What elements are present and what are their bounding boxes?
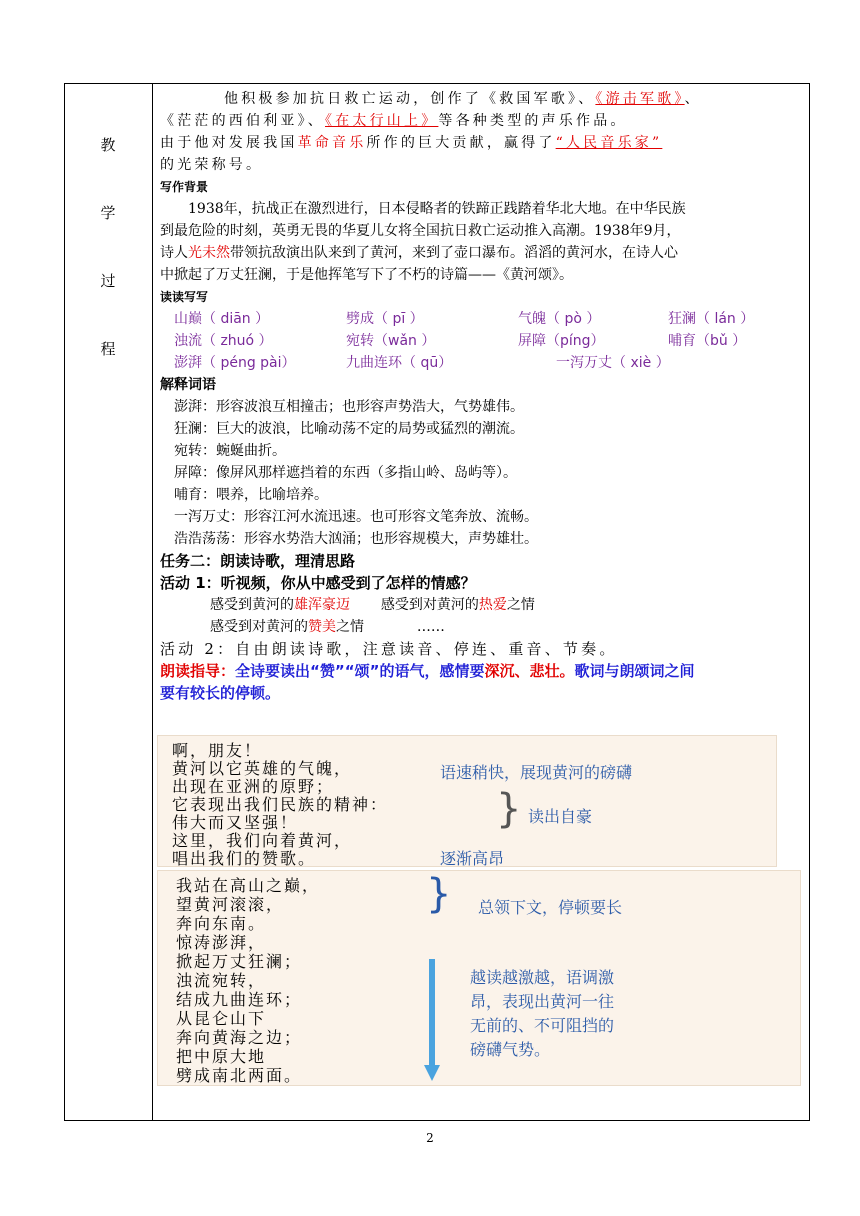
poem-line: 掀起万丈狂澜； — [176, 952, 303, 971]
vocab-row: 山巅（ diān ） 劈成（ pī ） 气魄（ pò ） 狂澜（ lán ） — [174, 311, 755, 327]
reading-guide-line-1: 朗读指导：全诗要读出“赞”“颂”的语气，感情要深沉、悲壮。歌词与朗颂词之间 — [160, 662, 695, 680]
activity1-question: 活动 1：听视频，你从中感受到了怎样的情感？ — [160, 574, 476, 592]
vocab-row: 澎湃（ péng pài） 九曲连环（ qū） 一泻万丈（ xiè ） — [174, 355, 670, 371]
intro-line-3: 由于他对发展我国革命音乐所作的巨大贡献，赢得了“人民音乐家” — [160, 135, 663, 151]
poem-image-2 — [157, 870, 801, 1086]
poem-line: 出现在亚洲的原野； — [172, 777, 335, 796]
writing-bg-line-2: 到最危险的时刻，英勇无畏的华夏儿女将全国抗日救亡运动推入高潮。1938年9月， — [160, 223, 681, 239]
poem2-note-2-line: 昂，表现出黄河一往 — [470, 992, 615, 1011]
poem-line: 我站在高山之巅， — [176, 876, 321, 895]
poem-line: 黄河以它英雄的气魄， — [172, 759, 353, 778]
reading-guide-line-2: 要有较长的停顿。 — [160, 684, 281, 702]
explain-item: 狂澜：巨大的波浪，比喻动荡不定的局势或猛烈的潮流。 — [174, 421, 524, 437]
side-label-jiao: 教 — [100, 136, 116, 154]
poem-line: 结成九曲连环； — [176, 990, 303, 1009]
content-column — [160, 88, 805, 704]
explain-item: 宛转：蜿蜒曲折。 — [174, 443, 286, 459]
intro-line-2: 《茫茫的西伯利亚》、《在太行山上》等各种类型的声乐作品。 — [160, 113, 628, 129]
explain-item: 屏障：像屏风那样遮挡着的东西（多指山岭、岛屿等）。 — [174, 465, 517, 481]
poem-line: 奔向黄海之边； — [176, 1028, 303, 1047]
poem-line: 浊流宛转， — [176, 971, 267, 990]
feeling-row-2: 感受到对黄河的赞美之情 …… — [210, 619, 445, 635]
poem1-note-3: 逐渐高昂 — [440, 849, 505, 867]
vocab-list — [160, 308, 805, 374]
poem2-note-1: 总领下文，停顿要长 — [478, 898, 623, 917]
intro-line-4: 的光荣称号。 — [160, 157, 264, 173]
poem-image-1 — [157, 735, 777, 867]
poem-line: 惊涛澎湃， — [176, 933, 267, 952]
poem-line: 它表现出我们民族的精神： — [172, 795, 389, 814]
writing-bg-line-3: 诗人光未然带领抗敌演出队来到了黄河，来到了壶口瀑布。滔滔的黄河水，在诗人心 — [160, 245, 678, 261]
poem-line: 伟大而又坚强！ — [172, 813, 299, 832]
poem1-note-1: 语速稍快，展现黄河的磅礴 — [440, 763, 633, 782]
activity2-instruction: 活动 2：自由朗读诗歌，注意读音、停连、重音、节奏。 — [160, 640, 618, 658]
writing-bg-line-4: 中掀起了万丈狂澜，于是他挥笔写下了不朽的诗篇——《黄河颂》。 — [160, 267, 573, 283]
side-column — [65, 84, 153, 1120]
explain-item: 哺育：喂养，比喻培养。 — [174, 487, 328, 503]
brace-icon: } — [496, 786, 522, 832]
explain-item: 一泻万丈：形容江河水流迅速。也可形容文笔奔放、流畅。 — [174, 509, 538, 525]
poem-line: 啊，朋友！ — [172, 741, 263, 760]
poem-line: 把中原大地 — [176, 1047, 267, 1066]
side-label-guo: 过 — [100, 272, 116, 290]
explain-item: 浩浩荡荡：形容水势浩大汹涌；也形容规模大，声势雄壮。 — [174, 531, 538, 547]
intro-line-1: 他积极参加抗日救亡运动，创作了《救国军歌》、《游击军歌》、 — [224, 91, 702, 107]
poem2-note-2-line: 无前的、不可阻挡的 — [470, 1016, 615, 1035]
explain-item: 澎湃：形容波浪互相撞击；也形容声势浩大，气势雄伟。 — [174, 399, 524, 415]
poem2-note-2-line: 越读越激越，语调激 — [470, 968, 615, 987]
feeling-row-1: 感受到黄河的雄浑豪迈 感受到对黄河的热爱之情 — [210, 597, 535, 613]
task2-heading: 任务二：朗读诗歌，理清思路 — [160, 552, 356, 570]
poem-line: 唱出我们的赞歌。 — [172, 849, 317, 867]
poem2-note-2-line: 磅礴气势。 — [470, 1040, 551, 1059]
poem-line: 望黄河滚滚， — [176, 895, 285, 914]
arrow-down-icon — [422, 959, 442, 1083]
side-label-cheng: 程 — [100, 340, 116, 358]
side-label-xue: 学 — [100, 204, 116, 222]
writing-bg-heading: 写作背景 — [160, 180, 209, 194]
poem-line: 奔向东南。 — [176, 914, 267, 933]
poem1-note-2: 读出自豪 — [528, 807, 593, 826]
vocab-heading: 读读写写 — [160, 290, 209, 304]
writing-bg-line-1: 1938年，抗战正在激烈进行，日本侵略者的铁蹄正践踏着华北大地。在中华民族 — [188, 201, 686, 217]
brace-icon: } — [426, 871, 452, 917]
vocab-row: 浊流（ zhuó ） 宛转（wǎn ） 屏障（píng） 哺育（bǔ ） — [174, 333, 747, 349]
poem-line: 这里，我们向着黄河， — [172, 831, 353, 850]
explain-heading: 解释词语 — [160, 377, 216, 393]
page-number: 2 — [426, 1131, 434, 1145]
poem-line: 从昆仑山下 — [176, 1009, 267, 1028]
poem-line: 劈成南北两面。 — [176, 1066, 303, 1085]
